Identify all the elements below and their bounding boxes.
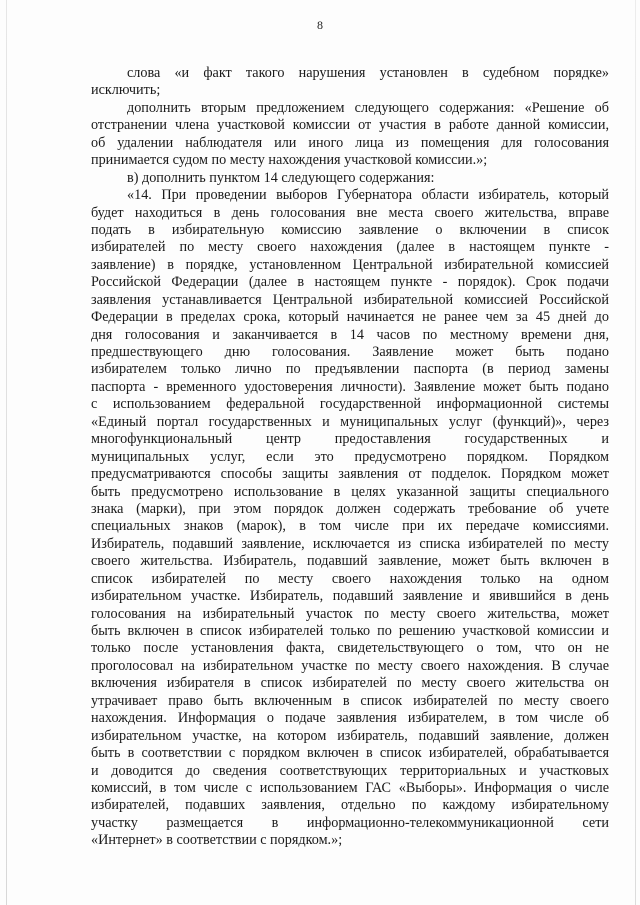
- text-line: об удалении наблюдателя или иного лица из помещения для голосования: [91, 134, 609, 151]
- text-line: заявления устанавливается Центральной избирательной комиссией Российской: [91, 291, 609, 308]
- text-line: своего жительства. Избиратель, подавший заявление, может быть включен в: [91, 553, 609, 570]
- text-line: заявление) в порядке, установленном Центральной избирательной комиссией: [91, 256, 609, 273]
- text-line: «14. При проведении выборов Губернатора области избиратель, который: [127, 187, 609, 204]
- page-number: 8: [317, 18, 323, 32]
- text-line: принимается судом по месту нахождения участковой комиссии.»;: [91, 152, 488, 169]
- text-line: дополнить вторым предложением следующего содержания: «Решение об: [127, 99, 609, 116]
- text-line: многофункциональный центр предоставления государственных и: [91, 431, 609, 448]
- text-line: специальных знаков (марок), в том числе при их передаче комиссиями.: [91, 518, 609, 535]
- text-line: предусматриваются способы защиты заявления от подделок. Порядком может: [91, 466, 609, 483]
- text-line: нахождения. Информация о подаче заявления избирателем, в том числе об: [91, 710, 609, 727]
- text-line: только после установления факта, свидетельствующего о том, что он не: [91, 640, 609, 657]
- text-line: дня голосования и заканчивается в 14 часов по местному времени дня,: [91, 326, 609, 343]
- body-text: [91, 65, 609, 850]
- text-line: избирательном участке. Избиратель, подавший заявление и явившийся в день: [91, 588, 609, 605]
- text-line: включения избирателя в список избирателей по месту своего жительства он: [91, 675, 609, 692]
- text-line: быть предусмотрено использование в целях указанной защиты специального: [91, 483, 609, 500]
- text-line: Избиратель, подавший заявление, исключается из списка избирателей по месту: [91, 535, 609, 552]
- text-line: слова «и факт такого нарушения установлен в судебном порядке»: [127, 65, 609, 81]
- text-line: муниципальных услуг, если это предусмотрено порядком. Порядком: [91, 448, 609, 465]
- text-line: с использованием федеральной государственной информационной системы: [91, 396, 609, 413]
- text-line: быть в соответствии с порядком включен в список избирателей, обрабатывается: [91, 745, 609, 762]
- text-line: в) дополнить пунктом 14 следующего содержания:: [127, 169, 435, 186]
- text-line: избирательном участке, на котором избиратель, подавший заявление, должен: [91, 727, 609, 744]
- text-line: избирателей, подавших заявления, отдельно по каждому избирательному: [91, 797, 609, 814]
- text-line: паспорта - временного удостоверения личности). Заявление может быть подано: [91, 378, 609, 395]
- text-line: и доводится до сведения соответствующих территориальных и участковых: [91, 762, 609, 779]
- text-line: подать в избирательную комиссию заявление о включении в список: [91, 221, 609, 238]
- page-edge-right: [635, 0, 636, 905]
- text-line: комиссий, в том числе с использованием ГАС «Выборы». Информация о числе: [91, 779, 609, 796]
- text-line: утрачивает право быть включенным в список избирателей по месту своего: [91, 692, 609, 709]
- page-edge-left: [6, 0, 7, 905]
- text-line: участку размещается в информационно-телекоммуникационной сети: [91, 814, 609, 831]
- text-line: голосования на избирательный участок по месту своего жительства, может: [91, 605, 609, 622]
- text-line: избирателей по месту своего нахождения (далее в настоящем пункте -: [91, 239, 609, 256]
- text-line: быть включен в список избирателей только по решению участковой комиссии и: [91, 623, 609, 639]
- text-line: Федерации в пределах срока, который начинается не ранее чем за 45 дней до: [91, 309, 609, 326]
- text-line: знака (марки), при этом порядок должен содержать требование об учете: [91, 500, 609, 517]
- text-line: «Единый портал государственных и муниципальных услуг (функций)», через: [91, 413, 609, 430]
- text-line: отстранении члена участковой комиссии от участия в работе данной комиссии,: [91, 117, 609, 134]
- text-line: Российской Федерации (далее в настоящем пункте - порядок). Срок подачи: [91, 274, 609, 291]
- text-line: «Интернет» в соответствии с порядком.»;: [91, 832, 343, 849]
- text-line: список избирателей по месту своего нахождения только на одном: [91, 570, 609, 587]
- text-line: будет находиться в день голосования вне места своего жительства, вправе: [91, 204, 609, 221]
- text-line: исключить;: [91, 82, 161, 99]
- text-line: предшествующего дню голосования. Заявление может быть подано: [91, 344, 609, 360]
- text-line: избирателем только лично по предъявлении паспорта (в период замены: [91, 361, 609, 378]
- text-line: проголосовал на избирательном участке по месту своего нахождения. В случае: [91, 657, 609, 674]
